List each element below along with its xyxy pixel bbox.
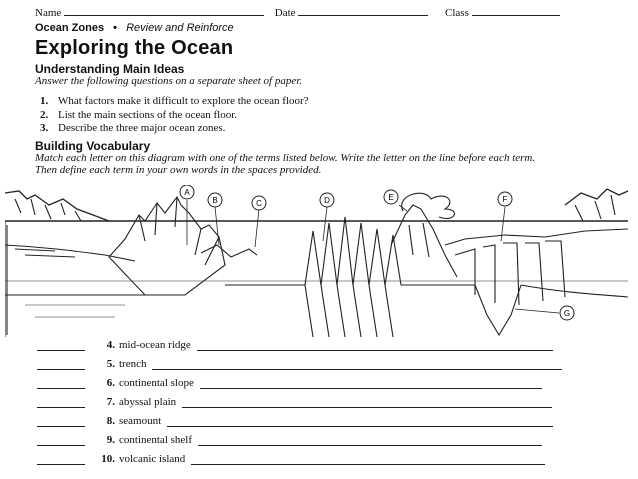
seamount-cluster <box>109 197 225 295</box>
right-continent-outline <box>565 189 628 205</box>
letter-answer-field[interactable] <box>37 436 85 446</box>
definition-field[interactable] <box>198 436 542 446</box>
letter-answer-field[interactable] <box>37 398 85 408</box>
term-row: 4. mid-ocean ridge <box>37 337 553 351</box>
term-label: trench <box>119 358 147 370</box>
term-row: 10. volcanic island <box>37 451 545 465</box>
chapter-header <box>35 22 234 34</box>
callout-f <box>498 192 512 206</box>
bullet-separator: • <box>113 22 117 34</box>
ocean-floor-diagram <box>5 185 628 337</box>
callout-a <box>180 185 194 199</box>
callout-c-label: C <box>256 199 262 208</box>
main-ideas-heading: Understanding Main Ideas <box>35 62 185 76</box>
letter-answer-field[interactable] <box>37 455 85 465</box>
term-row: 8. seamount <box>37 413 553 427</box>
letter-answer-field[interactable] <box>37 379 85 389</box>
term-row: 6. continental slope <box>37 375 542 389</box>
callout-b <box>208 193 222 207</box>
callout-c <box>252 196 266 210</box>
definition-field[interactable] <box>200 379 542 389</box>
left-continent-outline <box>5 191 109 221</box>
trench <box>475 285 521 335</box>
section-name: Review and Reinforce <box>126 22 234 34</box>
page-title: Exploring the Ocean <box>35 37 234 59</box>
callout-d-label: D <box>324 196 330 205</box>
letter-answer-field[interactable] <box>37 360 85 370</box>
vocabulary-heading: Building Vocabulary <box>35 139 151 153</box>
date-label: Date <box>274 7 296 19</box>
volcano-plume <box>402 193 455 218</box>
question-list <box>40 95 309 136</box>
name-field[interactable] <box>64 6 264 16</box>
term-row: 9. continental shelf <box>37 432 542 446</box>
callout-e <box>384 190 398 204</box>
letter-answer-field[interactable] <box>37 341 85 351</box>
term-label: continental shelf <box>119 434 193 446</box>
term-label: continental slope <box>119 377 194 389</box>
callout-a-label: A <box>184 188 190 197</box>
term-row: 7. abyssal plain <box>37 394 552 408</box>
volcanic-island <box>391 205 457 277</box>
callout-d <box>320 193 334 207</box>
term-row: 5. trench <box>37 356 562 370</box>
callout-g <box>560 306 574 320</box>
definition-field[interactable] <box>182 398 552 408</box>
main-ideas-instructions: Answer the following questions on a separate sheet of paper. <box>35 75 303 87</box>
name-label: Name <box>35 7 62 19</box>
left-shelf <box>5 245 135 261</box>
date-field[interactable] <box>298 6 428 16</box>
class-label: Class <box>445 7 469 19</box>
mid-ocean-ridge <box>305 217 401 285</box>
question-item: 1. What factors make it difficult to explore the ocean floor? <box>40 95 309 107</box>
letter-answer-field[interactable] <box>37 417 85 427</box>
diagram-callouts <box>180 185 574 320</box>
class-field[interactable] <box>472 6 560 16</box>
question-item: 2. List the main sections of the ocean floor. <box>40 108 238 121</box>
callout-g-label: G <box>563 309 571 318</box>
vocabulary-instructions: Match each letter on this diagram with one of the terms listed below. Write the letter on the line before each term. Then define each term in your own words in the spaces provided. <box>35 152 536 176</box>
callout-e-label: E <box>388 193 394 202</box>
callout-f-label: F <box>502 195 508 204</box>
callout-b-label: B <box>212 196 218 205</box>
term-label: seamount <box>119 415 162 427</box>
definition-field[interactable] <box>197 341 553 351</box>
term-label: volcanic island <box>119 453 186 465</box>
definition-field[interactable] <box>152 360 562 370</box>
header-fields <box>35 6 560 19</box>
term-label: mid-ocean ridge <box>119 339 191 351</box>
question-item: 3. Describe the three major ocean zones. <box>40 122 226 134</box>
chapter-name: Ocean Zones <box>35 22 105 34</box>
definition-field[interactable] <box>191 455 545 465</box>
term-label: abyssal plain <box>119 396 177 408</box>
definition-field[interactable] <box>167 417 553 427</box>
